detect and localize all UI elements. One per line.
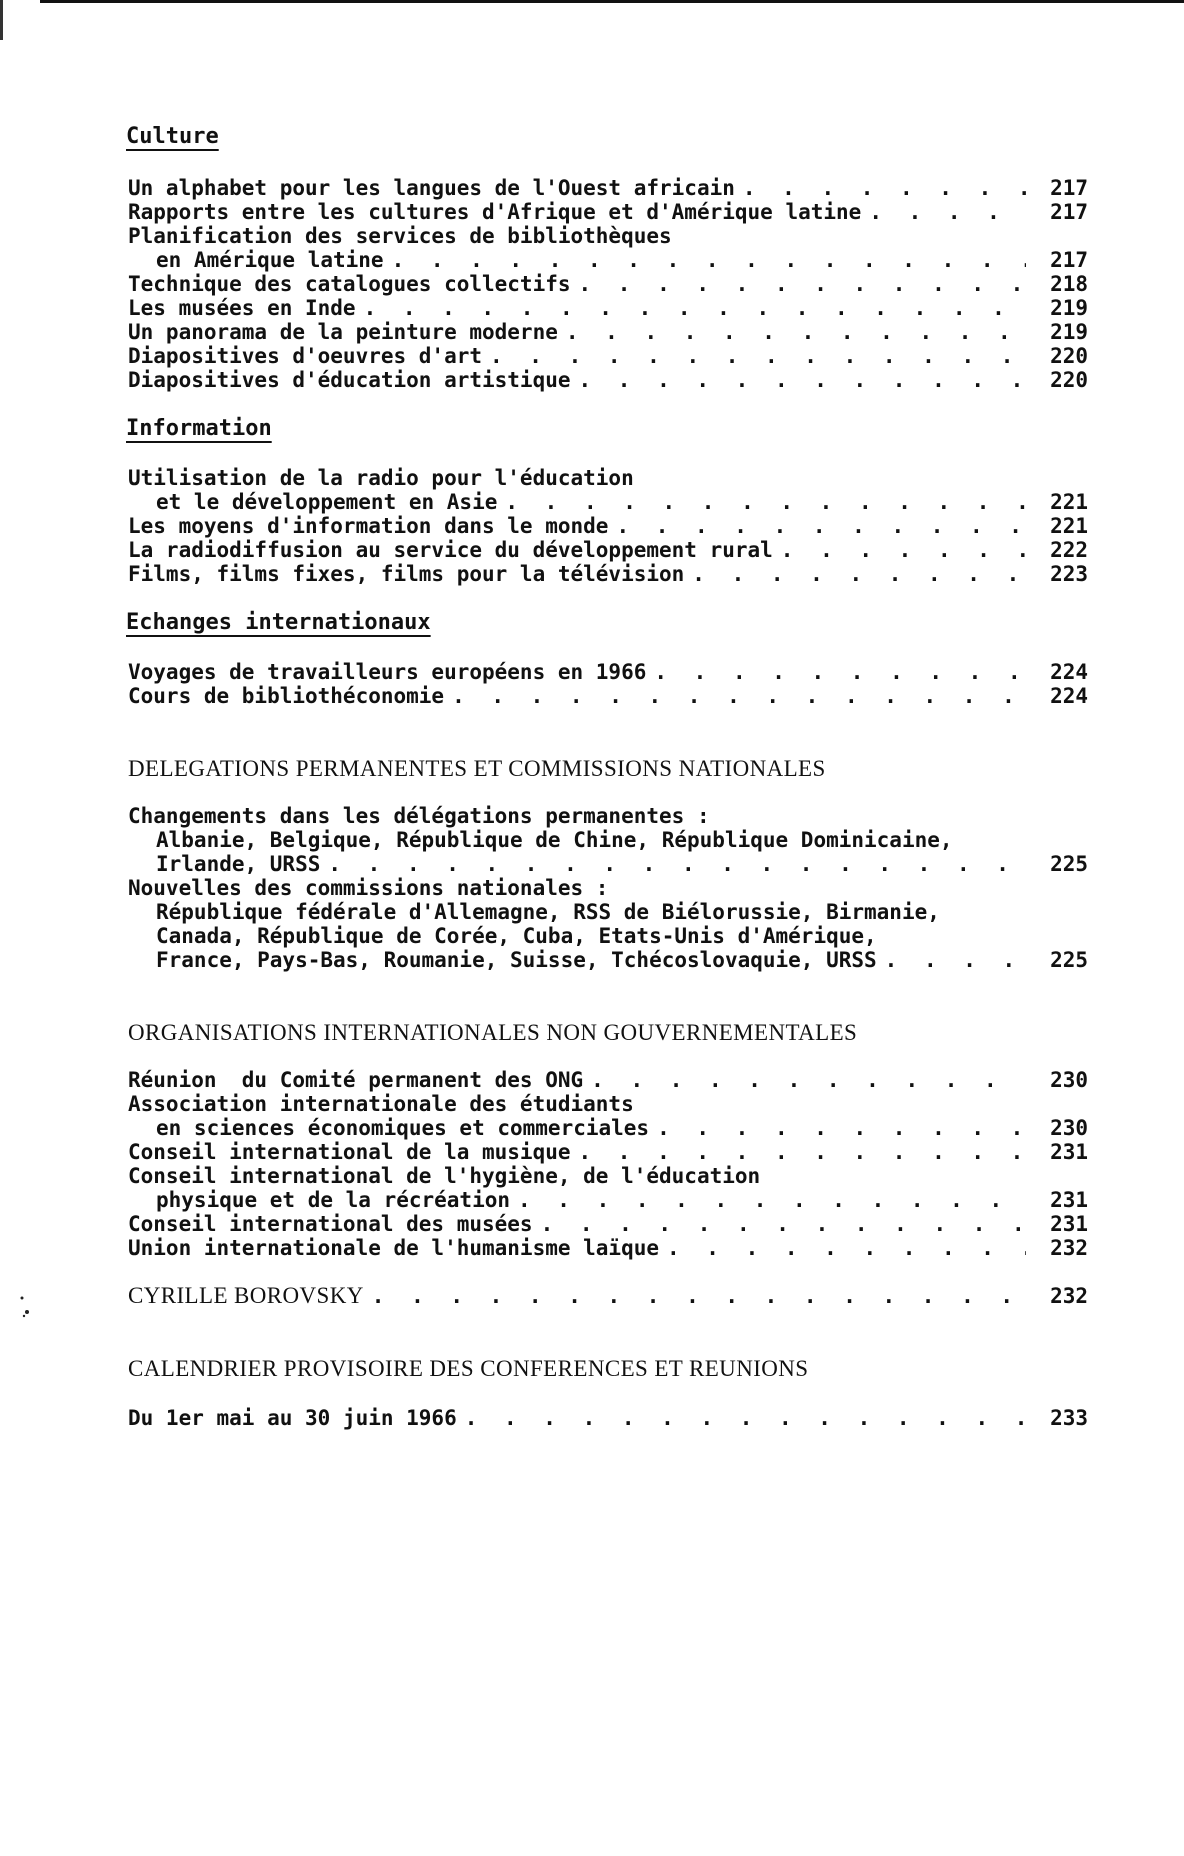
toc-entry-page: 232 <box>1050 1236 1088 1260</box>
toc-entry-page: 224 <box>1050 684 1088 708</box>
dot-leader <box>452 682 1026 710</box>
page-corner-mark <box>0 0 3 40</box>
toc-entry-page: 230 <box>1050 1116 1088 1140</box>
toc-entry-label: Diapositives d'éducation artistique <box>128 368 571 392</box>
dot-leader <box>465 1404 1026 1432</box>
toc-entry-label: Utilisation de la radio pour l'éducation <box>128 466 634 490</box>
toc-entry-label: Nouvelles des commissions nationales : <box>128 876 609 900</box>
toc-entry-label: Un panorama de la peinture moderne <box>128 320 558 344</box>
toc-entry-label: République fédérale d'Allemagne, RSS de Biélorussie, Birmanie, <box>156 900 940 924</box>
toc-entry-label: Rapports entre les cultures d'Afrique et d'Amérique latine <box>128 200 862 224</box>
toc-entry-page: 217 <box>1050 200 1088 224</box>
toc-entry-page: 231 <box>1050 1140 1088 1164</box>
toc-entry-page: 223 <box>1050 562 1088 586</box>
toc-entry-label: Cours de bibliothéconomie <box>128 684 445 708</box>
toc-entry-page: 219 <box>1050 320 1088 344</box>
section-title-calendrier: CALENDRIER PROVISOIRE DES CONFERENCES ET REUNIONS <box>128 1356 809 1381</box>
toc-entry-page: 225 <box>1050 852 1088 876</box>
toc-entry <box>128 1282 1088 1310</box>
toc-entry-label: Association internationale des étudiants <box>128 1092 634 1116</box>
toc-entry <box>128 1234 1088 1262</box>
toc-entry <box>128 1404 1088 1432</box>
toc-entry-page: 231 <box>1050 1212 1088 1236</box>
toc-entry-label: Un alphabet pour les langues de l'Ouest africain <box>128 176 735 200</box>
toc-entry-page: 231 <box>1050 1188 1088 1212</box>
toc-entry-page: 233 <box>1050 1406 1088 1430</box>
toc-entry-page: 220 <box>1050 344 1088 368</box>
toc-entry-label: Conseil international de la musique <box>128 1140 571 1164</box>
toc-entry <box>156 946 1088 974</box>
toc-entry-label: Les musées en Inde <box>128 296 356 320</box>
toc-entry-label: CYRILLE BOROVSKY <box>128 1283 364 1308</box>
toc-entry-page: 219 <box>1050 296 1088 320</box>
toc-entry-page: 217 <box>1050 248 1088 272</box>
dot-leader <box>692 560 1026 588</box>
toc-entry-label: Les moyens d'information dans le monde <box>128 514 609 538</box>
toc-entry-label: Albanie, Belgique, République de Chine, République Dominicaine, <box>156 828 953 852</box>
section-title-culture: Culture <box>126 124 219 149</box>
toc-entry-label: La radiodiffusion au service du développement rural <box>128 538 773 562</box>
toc-entry-label: Diapositives d'oeuvres d'art <box>128 344 483 368</box>
dot-leader <box>667 1234 1026 1262</box>
dot-leader <box>885 946 1026 974</box>
toc-entry-label: Changements dans les délégations permanentes : <box>128 804 710 828</box>
dot-leader <box>579 366 1026 394</box>
page-top-border <box>40 0 1184 3</box>
toc-entry-label: en sciences économiques et commerciales <box>156 1116 650 1140</box>
toc-entry-label: Conseil international de l'hygiène, de l'éducation <box>128 1164 761 1188</box>
toc-entry-page: 232 <box>1050 1284 1088 1308</box>
toc-entry-label: Conseil international des musées <box>128 1212 533 1236</box>
toc-entry-label: Voyages de travailleurs européens en 1966 <box>128 660 647 684</box>
toc-entry-label: et le développement en Asie <box>156 490 498 514</box>
section-title-information: Information <box>126 416 272 441</box>
toc-entry-page: 221 <box>1050 490 1088 514</box>
toc-entry-page: 217 <box>1050 176 1088 200</box>
toc-entry-page: 224 <box>1050 660 1088 684</box>
section-title-ong: ORGANISATIONS INTERNATIONALES NON GOUVERNEMENTALES <box>128 1020 858 1045</box>
toc-entry-label: Technique des catalogues collectifs <box>128 272 571 296</box>
toc-entry-label: Irlande, URSS <box>156 852 321 876</box>
toc-entry-label: Canada, République de Corée, Cuba, Etats-Unis d'Amérique, <box>156 924 877 948</box>
toc-entry-label: en Amérique latine <box>156 248 384 272</box>
scan-speck-marks <box>18 1290 32 1330</box>
section-title-delegations: DELEGATIONS PERMANENTES ET COMMISSIONS NATIONALES <box>128 756 826 781</box>
toc-entry-label: Planification des services de bibliothèques <box>128 224 672 248</box>
toc-entry-label: Films, films fixes, films pour la télévision <box>128 562 685 586</box>
dot-leader <box>372 1282 1026 1310</box>
toc-entry-label: physique et de la récréation <box>156 1188 511 1212</box>
toc-entry-page: 225 <box>1050 948 1088 972</box>
toc-entry <box>128 560 1088 588</box>
toc-entry-page: 221 <box>1050 514 1088 538</box>
toc-entry-label: Réunion du Comité permanent des ONG <box>128 1068 584 1092</box>
toc-entry-page: 230 <box>1050 1068 1088 1092</box>
toc-entry <box>128 366 1088 394</box>
section-title-echanges: Echanges internationaux <box>126 610 431 635</box>
toc-entry-label: Du 1er mai au 30 juin 1966 <box>128 1406 457 1430</box>
toc-entry-page: 218 <box>1050 272 1088 296</box>
toc-entry <box>128 682 1088 710</box>
toc-entry-label: France, Pays-Bas, Roumanie, Suisse, Tchécoslovaquie, URSS <box>156 948 877 972</box>
toc-entry-label: Union internationale de l'humanisme laïque <box>128 1236 660 1260</box>
toc-entry-page: 222 <box>1050 538 1088 562</box>
toc-entry-page: 220 <box>1050 368 1088 392</box>
